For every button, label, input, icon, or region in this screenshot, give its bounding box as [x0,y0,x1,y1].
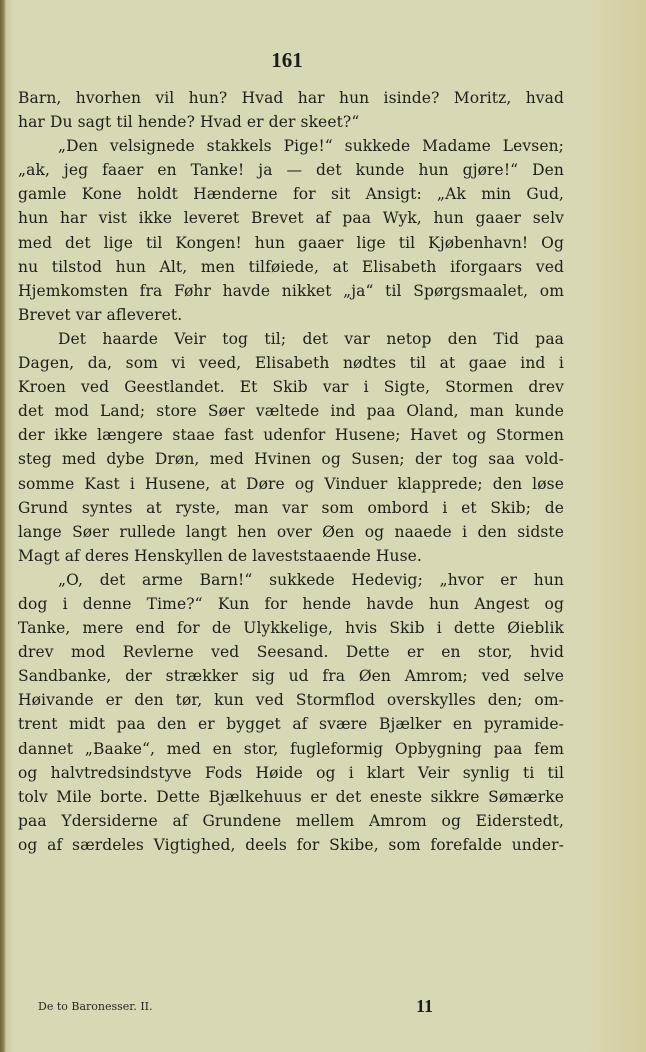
text-line: dog i denne Time?“ Kun for hende havde hun Angest og [18,594,564,613]
text-line: Barn, hvorhen vil hun? Hvad har hun isinde? Moritz, hvad [18,89,564,107]
text-line: Det haarde Veir tog til; det var netop den Tid paa [58,329,564,348]
body-text [18,86,564,857]
signature-mark: 11 [416,996,434,1016]
text-line: Grund syntes at ryste, man var som ombord i et Skib; de [18,498,564,517]
page-number: 161 [271,48,303,72]
text-line: Kroen ved Geestlandet. Et Skib var i Sigte, Stormen drev [18,378,564,397]
text-line: Høivande er den tør, kun ved Stormflod overskylles den; om- [18,691,564,710]
text-line: Hjemkomsten fra Føhr havde nikket „ja“ til Spørgsmaalet, om [18,281,564,300]
text-line: Magt af deres Henskyllen de laveststaaende Huse. [18,546,422,565]
text-line: dannet „Baake“, med en stor, fugleformig Opbygning paa fem [18,739,564,758]
text-line: tolv Mile borte. Dette Bjælkehuus er det eneste sikkre Sømærke [18,787,564,806]
binding-edge [0,0,6,1052]
text-line: med det lige til Kongen! hun gaaer lige til Kjøbenhavn! Og [18,233,564,252]
text-line: der ikke længere staae fast udenfor Husene; Havet og Stormen [18,426,564,445]
text-line: Sandbanke, der strækker sig ud fra Øen Amrom; ved selve [18,667,564,686]
text-line: steg med dybe Drøn, med Hvinen og Susen; der tog saa vold- [18,450,564,469]
text-line: Tanke, mere end for de Ulykkelige, hvis Skib i dette Øieblik [18,619,564,638]
text-line: nu tilstod hun Alt, men tilføiede, at Elisabeth iforgaars ved [18,257,564,276]
page-footer [0,996,646,1024]
text-line: somme Kast i Husene, at Døre og Vinduer klapprede; den løse [18,474,564,493]
text-line: Brevet var afleveret. [18,305,183,324]
text-line: „Den velsignede stakkels Pige!“ sukkede Madame Levsen; [58,137,564,156]
text-line: og halvtredsindstyve Fods Høide og i klart Veir synlig ti til [18,763,564,782]
text-line: har Du sagt til hende? Hvad er der skeet?“ [18,113,360,132]
book-signature: De to Baronesser. II. [38,1000,153,1013]
text-line: paa Ydersiderne af Grundene mellem Amrom og Eiderstedt, [18,811,564,830]
text-line: lange Søer rullede langt hen over Øen og naaede i den sidste [18,522,564,541]
text-line: Dagen, da, som vi veed, Elisabeth nødtes til at gaae ind i [18,354,564,373]
text-line: det mod Land; store Søer væltede ind paa Oland, man kunde [18,402,564,421]
text-line: trent midt paa den er bygget af svære Bjælker en pyramide- [18,715,564,734]
text-line: „O, det arme Barn!“ sukkede Hedevig; „hvor er hun [58,570,564,589]
text-line: „ak, jeg faaer en Tanke! ja — det kunde hun gjøre!“ Den [18,161,564,180]
text-line: gamle Kone holdt Hænderne for sit Ansigt: „Ak min Gud, [18,185,564,204]
text-line: drev mod Revlerne ved Seesand. Dette er en stor, hvid [18,643,564,662]
text-line: hun har vist ikke leveret Brevet af paa Wyk, hun gaaer selv [18,209,564,228]
text-line: og af særdeles Vigtighed, deels for Skibe, som forefalde under- [18,835,564,854]
